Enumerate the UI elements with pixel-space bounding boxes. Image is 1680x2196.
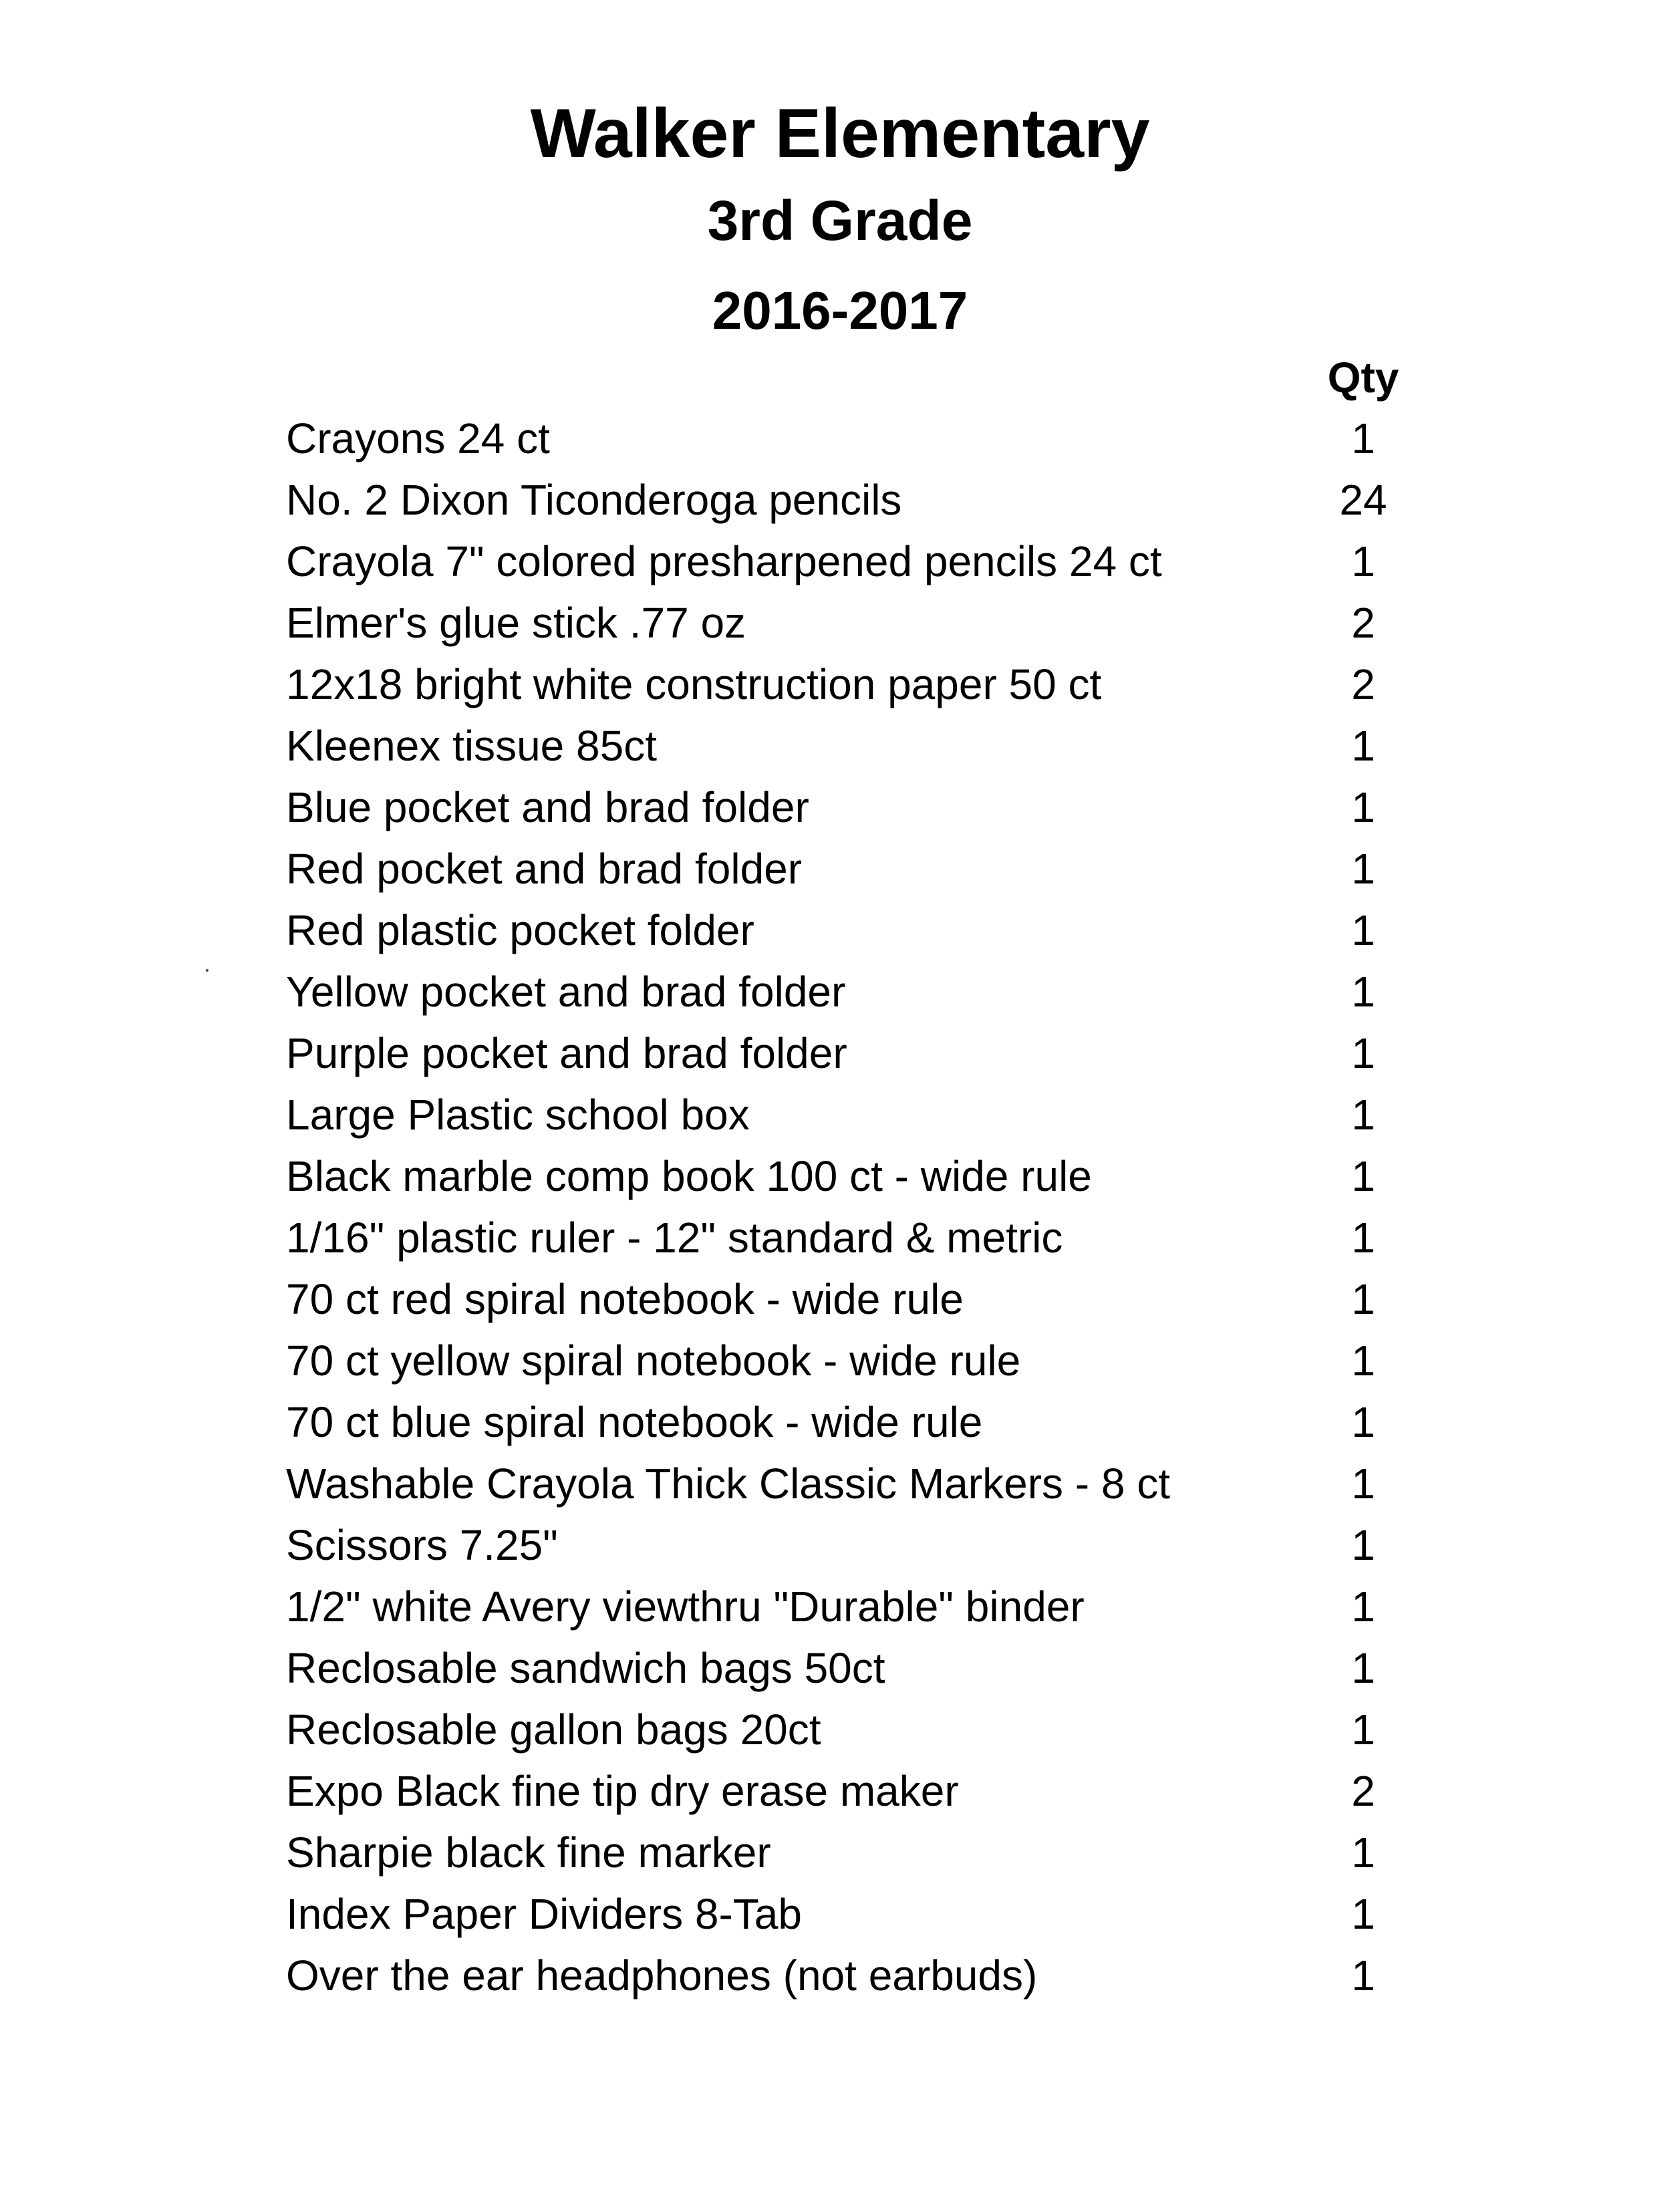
supply-qty: 1 [1351, 1521, 1375, 1569]
supply-item: Washable Crayola Thick Classic Markers - 8 ct [286, 1460, 1171, 1508]
qty-column-header: Qty [1327, 354, 1399, 402]
supply-qty: 1 [1351, 1460, 1375, 1508]
school-year: 2016-2017 [712, 281, 968, 340]
supply-row [286, 1207, 1489, 1268]
supply-item: Purple pocket and brad folder [286, 1029, 847, 1077]
supply-list [286, 408, 1489, 2006]
supply-row [286, 1330, 1489, 1391]
grade-level: 3rd Grade [707, 189, 973, 252]
supply-row [286, 1022, 1489, 1084]
supply-row [286, 838, 1489, 900]
supply-row [286, 1637, 1489, 1699]
supply-item: No. 2 Dixon Ticonderoga pencils [286, 476, 902, 524]
supply-item: Sharpie black fine marker [286, 1828, 771, 1877]
school-name: Walker Elementary [530, 95, 1150, 172]
supply-qty: 2 [1351, 1767, 1375, 1815]
supply-qty: 1 [1351, 414, 1375, 462]
supply-row [286, 1268, 1489, 1330]
supply-qty: 1 [1351, 722, 1375, 770]
supply-row [286, 408, 1489, 469]
supply-row [286, 1514, 1489, 1576]
supply-item: Yellow pocket and brad folder [286, 968, 846, 1016]
supply-row [286, 1576, 1489, 1637]
supply-qty: 2 [1351, 660, 1375, 708]
supply-row [286, 1145, 1489, 1207]
supply-row [286, 961, 1489, 1022]
supply-row [286, 1945, 1489, 2006]
supply-qty: 1 [1351, 1214, 1375, 1262]
supply-row [286, 1084, 1489, 1145]
supply-qty: 2 [1351, 599, 1375, 647]
supply-row [286, 1699, 1489, 1760]
supply-qty: 1 [1351, 968, 1375, 1016]
supply-row [286, 469, 1489, 531]
supply-item: Crayons 24 ct [286, 414, 550, 462]
supply-item: Elmer's glue stick .77 oz [286, 599, 746, 647]
supply-item: Red pocket and brad folder [286, 845, 803, 893]
supply-row [286, 1822, 1489, 1883]
supply-row [286, 1883, 1489, 1945]
supply-item: Blue pocket and brad folder [286, 783, 809, 831]
supply-row [286, 654, 1489, 715]
supply-item: Black marble comp book 100 ct - wide rule [286, 1152, 1092, 1200]
supply-item: 70 ct blue spiral notebook - wide rule [286, 1398, 983, 1446]
supply-item: 12x18 bright white construction paper 50 ct [286, 660, 1102, 708]
supply-item: Reclosable gallon bags 20ct [286, 1705, 821, 1754]
supply-row [286, 900, 1489, 961]
supply-qty: 1 [1351, 1152, 1375, 1200]
supply-qty: 1 [1351, 1828, 1375, 1877]
supply-item: 1/16" plastic ruler - 12" standard & metric [286, 1214, 1063, 1262]
supply-item: 70 ct red spiral notebook - wide rule [286, 1275, 964, 1323]
supply-item: 70 ct yellow spiral notebook - wide rule [286, 1337, 1021, 1385]
supply-item: 1/2" white Avery viewthru "Durable" binder [286, 1583, 1085, 1631]
supply-qty: 1 [1351, 537, 1375, 585]
supply-row [286, 1760, 1489, 1822]
supply-item: Red plastic pocket folder [286, 906, 754, 954]
supply-qty: 1 [1351, 1029, 1375, 1077]
supply-item: Crayola 7" colored presharpened pencils 24 ct [286, 537, 1162, 585]
supply-qty: 1 [1351, 1644, 1375, 1692]
supply-row [286, 1453, 1489, 1514]
supply-qty: 24 [1339, 476, 1387, 524]
supply-item: Over the ear headphones (not earbuds) [286, 1951, 1038, 2000]
supply-item: Scissors 7.25" [286, 1521, 558, 1569]
supply-qty: 1 [1351, 1398, 1375, 1446]
supply-row [286, 592, 1489, 654]
supply-item: Expo Black fine tip dry erase maker [286, 1767, 959, 1815]
supply-row [286, 715, 1489, 777]
supply-qty: 1 [1351, 1705, 1375, 1754]
supply-item: Reclosable sandwich bags 50ct [286, 1644, 885, 1692]
supply-item: Index Paper Dividers 8-Tab [286, 1890, 802, 1938]
supply-qty: 1 [1351, 906, 1375, 954]
supply-qty: 1 [1351, 1337, 1375, 1385]
supply-qty: 1 [1351, 1583, 1375, 1631]
scan-speck [206, 969, 208, 972]
supply-row [286, 777, 1489, 838]
supply-row [286, 1391, 1489, 1453]
supply-qty: 1 [1351, 1091, 1375, 1139]
supply-qty: 1 [1351, 1275, 1375, 1323]
supply-row [286, 531, 1489, 592]
supply-qty: 1 [1351, 845, 1375, 893]
supply-item: Large Plastic school box [286, 1091, 750, 1139]
supply-qty: 1 [1351, 1951, 1375, 2000]
supply-qty: 1 [1351, 783, 1375, 831]
supply-qty: 1 [1351, 1890, 1375, 1938]
supply-item: Kleenex tissue 85ct [286, 722, 657, 770]
